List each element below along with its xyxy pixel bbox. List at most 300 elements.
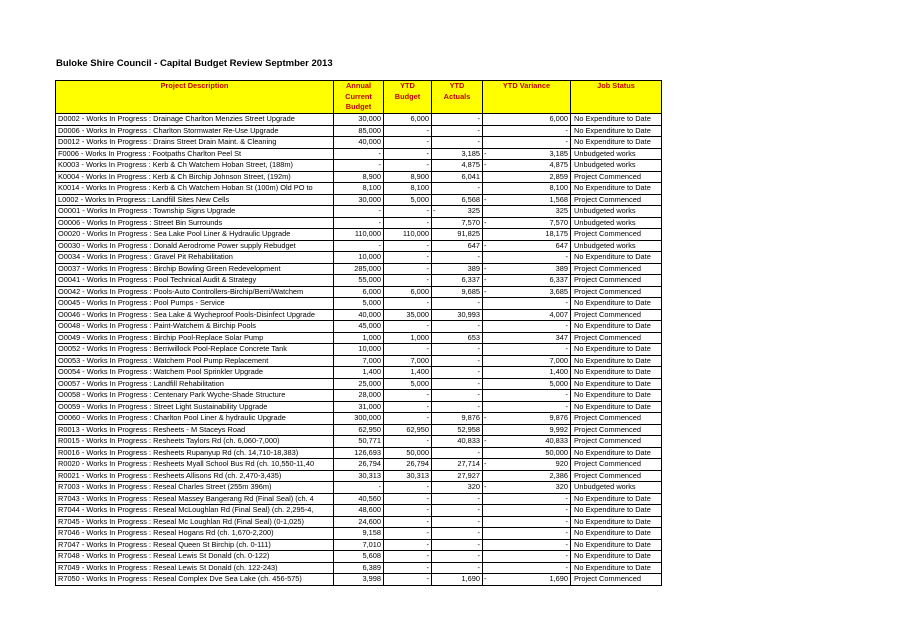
annual-budget-cell-value: 85,000 — [358, 125, 381, 135]
job-status-cell — [571, 551, 662, 563]
project-description-cell-value: O0058 - Works In Progress : Centenary Park Wyche-Shade Structure — [58, 390, 286, 399]
annual-budget-cell-value: 110,000 — [354, 229, 381, 238]
ytd-actuals-cell-value: 3,185 — [461, 148, 480, 158]
table-row — [56, 137, 662, 149]
ytd-variance-cell-value: 647 — [555, 240, 568, 250]
annual-budget-cell-value: - — [378, 217, 381, 227]
ytd-budget-cell-value: - — [426, 240, 429, 250]
table-row — [56, 470, 662, 482]
ytd-variance-cell — [483, 252, 571, 264]
project-description-cell — [56, 528, 334, 540]
job-status-cell-value: No Expenditure to Date — [574, 137, 651, 146]
ytd-variance-cell-value: 4,007 — [549, 309, 568, 319]
ytd-actuals-cell-value: - — [477, 539, 480, 549]
ytd-budget-cell — [384, 424, 432, 436]
ytd-budget-cell-value: - — [426, 562, 429, 572]
ytd-actuals-cell-value: 6,041 — [461, 171, 480, 181]
annual-budget-cell — [334, 367, 384, 379]
job-status-cell-value: No Expenditure to Date — [574, 562, 651, 572]
job-status-cell — [571, 321, 662, 333]
annual-budget-cell-value: 6,000 — [362, 286, 381, 296]
ytd-actuals-cell — [432, 401, 483, 413]
job-status-cell-value: Project Commenced — [574, 413, 641, 422]
ytd-actuals-cell-value: - — [477, 562, 480, 572]
job-status-cell-value: Project Commenced — [574, 436, 641, 445]
table-row — [56, 171, 662, 183]
table-row — [56, 436, 662, 448]
table-row — [56, 355, 662, 367]
ytd-actuals-cell-value: 9,876 — [461, 413, 480, 422]
ytd-budget-cell-value: - — [426, 125, 429, 135]
project-description-cell-value: R7003 - Works In Progress : Reseal Charles Street (255m 396m) — [58, 482, 272, 491]
ytd-budget-cell — [384, 562, 432, 574]
table-body — [56, 114, 662, 586]
ytd-budget-cell-value: - — [426, 413, 429, 422]
ytd-variance-cell — [483, 355, 571, 367]
annual-budget-cell — [334, 482, 384, 494]
ytd-actuals-cell-value: 6,337 — [461, 275, 480, 284]
ytd-variance-cell — [483, 309, 571, 321]
annual-budget-cell-value: 30,000 — [358, 194, 381, 204]
ytd-variance-cell — [483, 217, 571, 229]
header-ytd-budget-line2: Budget — [394, 91, 421, 101]
ytd-variance-cell-value: - — [565, 505, 568, 514]
ytd-actuals-cell — [432, 286, 483, 298]
ytd-budget-cell-value: - — [426, 252, 429, 261]
header-budget-line2: Current — [345, 91, 372, 101]
annual-budget-cell — [334, 551, 384, 563]
ytd-actuals-cell — [432, 413, 483, 425]
project-description-cell — [56, 447, 334, 459]
ytd-actuals-cell — [432, 482, 483, 494]
project-description-cell-value: R0016 - Works In Progress : Resheets Rupanyup Rd (ch. 14,710-18,383) — [58, 447, 299, 457]
ytd-variance-cell — [483, 551, 571, 563]
table-row — [56, 298, 662, 310]
ytd-budget-cell-value: - — [426, 160, 429, 169]
ytd-budget-cell — [384, 447, 432, 459]
negative-sign: - — [484, 240, 487, 250]
annual-budget-cell — [334, 332, 384, 344]
annual-budget-cell-value: 1,400 — [362, 367, 381, 376]
ytd-budget-cell-value: - — [426, 505, 429, 514]
ytd-budget-cell — [384, 482, 432, 494]
ytd-budget-cell — [384, 459, 432, 471]
annual-budget-cell — [334, 206, 384, 218]
ytd-variance-cell — [483, 148, 571, 160]
ytd-actuals-cell-value: - — [477, 551, 480, 560]
ytd-variance-cell-value: - — [565, 562, 568, 572]
ytd-variance-cell — [483, 574, 571, 586]
project-description-cell — [56, 206, 334, 218]
ytd-actuals-cell-value: - — [477, 528, 480, 537]
job-status-cell — [571, 275, 662, 287]
project-description-cell-value: R7047 - Works In Progress : Reseal Queen St Birchip (ch. 0-111) — [58, 539, 271, 549]
ytd-budget-cell — [384, 148, 432, 160]
ytd-variance-cell — [483, 321, 571, 333]
project-description-cell — [56, 148, 334, 160]
ytd-variance-cell — [483, 505, 571, 517]
project-description-cell-value: O0001 - Works In Progress : Township Signs Upgrade — [58, 206, 236, 215]
ytd-variance-cell — [483, 275, 571, 287]
job-status-cell — [571, 332, 662, 344]
ytd-budget-cell-value: - — [426, 551, 429, 560]
job-status-cell — [571, 378, 662, 390]
ytd-actuals-cell — [432, 114, 483, 126]
project-description-cell-value: O0020 - Works In Progress : Sea Lake Pool Liner & Hydraulic Upgrade — [58, 229, 291, 238]
ytd-actuals-cell-value: 91,825 — [457, 229, 480, 238]
project-description-cell-value: R0020 - Works In Progress : Resheets Myall School Bus Rd (ch. 10,550-11,40 — [58, 459, 315, 468]
ytd-actuals-cell — [432, 539, 483, 551]
job-status-cell — [571, 539, 662, 551]
header-budget-line1: Annual — [345, 81, 372, 90]
ytd-variance-cell-value: 2,386 — [549, 470, 568, 480]
ytd-budget-cell-value: 1,000 — [410, 332, 429, 342]
project-description-cell — [56, 286, 334, 298]
ytd-budget-cell — [384, 367, 432, 379]
job-status-cell — [571, 562, 662, 574]
job-status-cell — [571, 482, 662, 494]
job-status-cell-value: Project Commenced — [574, 424, 641, 434]
negative-sign: - — [484, 482, 487, 491]
ytd-budget-cell — [384, 252, 432, 264]
ytd-variance-cell — [483, 516, 571, 528]
table-row — [56, 148, 662, 160]
ytd-variance-cell-value: 9,876 — [549, 413, 568, 422]
annual-budget-cell — [334, 275, 384, 287]
negative-sign: - — [484, 459, 487, 468]
annual-budget-cell-value: - — [378, 482, 381, 491]
project-description-cell-value: R7045 - Works In Progress : Reseal Mc Loughlan Rd (Final Seal) (0-1,025) — [58, 516, 304, 526]
ytd-variance-cell — [483, 240, 571, 252]
job-status-cell — [571, 413, 662, 425]
annual-budget-cell — [334, 562, 384, 574]
job-status-cell-value: No Expenditure to Date — [574, 505, 651, 514]
annual-budget-cell-value: 5,608 — [362, 551, 381, 560]
table-row — [56, 206, 662, 218]
table-row — [56, 286, 662, 298]
annual-budget-cell-value: 28,000 — [358, 390, 381, 399]
annual-budget-cell — [334, 183, 384, 195]
ytd-actuals-cell-value: 7,570 — [461, 217, 480, 227]
annual-budget-cell-value: 26,794 — [358, 459, 381, 468]
job-status-cell — [571, 217, 662, 229]
project-description-cell — [56, 436, 334, 448]
table-row — [56, 160, 662, 172]
negative-sign: - — [484, 413, 487, 422]
ytd-actuals-cell-value: 9,685 — [461, 286, 480, 296]
annual-budget-cell-value: 8,900 — [362, 171, 381, 181]
job-status-cell — [571, 229, 662, 241]
project-description-cell — [56, 263, 334, 275]
negative-sign: - — [484, 160, 487, 169]
project-description-cell — [56, 229, 334, 241]
ytd-variance-cell — [483, 459, 571, 471]
annual-budget-cell — [334, 309, 384, 321]
project-description-cell-value: R7043 - Works In Progress : Reseal Massey Bangerang Rd (Final Seal) (ch. 4 — [58, 493, 314, 503]
ytd-actuals-cell — [432, 528, 483, 540]
ytd-actuals-cell-value: 653 — [467, 332, 480, 342]
annual-budget-cell — [334, 137, 384, 149]
job-status-cell — [571, 344, 662, 356]
ytd-variance-cell — [483, 298, 571, 310]
ytd-variance-cell-value: - — [565, 125, 568, 135]
annual-budget-cell-value: - — [378, 160, 381, 169]
header-budget-line3: Budget — [345, 102, 372, 111]
ytd-actuals-cell-value: 4,875 — [461, 160, 480, 169]
project-description-cell-value: R0021 - Works In Progress : Resheets Allisons Rd (ch. 2,470-3,435) — [58, 470, 282, 480]
annual-budget-cell-value: 40,560 — [358, 493, 381, 503]
job-status-cell — [571, 390, 662, 402]
ytd-variance-cell-value: 3,685 — [549, 286, 568, 296]
table-row — [56, 229, 662, 241]
negative-sign: - — [484, 148, 487, 158]
job-status-cell — [571, 206, 662, 218]
ytd-budget-cell-value: 8,900 — [410, 171, 429, 181]
ytd-budget-cell-value: - — [426, 275, 429, 284]
annual-budget-cell-value: 7,010 — [362, 539, 381, 549]
job-status-cell-value: No Expenditure to Date — [574, 390, 651, 399]
project-description-cell — [56, 413, 334, 425]
ytd-variance-cell — [483, 539, 571, 551]
ytd-variance-cell-value: - — [565, 344, 568, 353]
ytd-variance-cell — [483, 401, 571, 413]
job-status-cell-value: Unbudgeted works — [574, 160, 636, 169]
ytd-budget-cell-value: 5,000 — [410, 378, 429, 388]
annual-budget-cell-value: 285,000 — [354, 263, 381, 273]
ytd-actuals-cell-value: - — [477, 516, 480, 526]
table-row — [56, 574, 662, 586]
job-status-cell-value: No Expenditure to Date — [574, 183, 651, 192]
ytd-budget-cell-value: - — [426, 482, 429, 491]
annual-budget-cell — [334, 378, 384, 390]
project-description-cell — [56, 309, 334, 321]
project-description-cell — [56, 194, 334, 206]
annual-budget-cell — [334, 125, 384, 137]
job-status-cell-value: Project Commenced — [574, 171, 641, 181]
table-row — [56, 240, 662, 252]
ytd-actuals-cell — [432, 160, 483, 172]
annual-budget-cell — [334, 344, 384, 356]
annual-budget-cell-value: 62,950 — [358, 424, 381, 434]
project-description-cell — [56, 539, 334, 551]
ytd-variance-cell — [483, 344, 571, 356]
ytd-variance-cell — [483, 114, 571, 126]
job-status-cell-value: Project Commenced — [574, 229, 641, 238]
table-row — [56, 217, 662, 229]
ytd-variance-cell — [483, 229, 571, 241]
project-description-cell — [56, 424, 334, 436]
annual-budget-cell — [334, 574, 384, 586]
job-status-cell-value: No Expenditure to Date — [574, 551, 651, 560]
ytd-budget-cell — [384, 217, 432, 229]
annual-budget-cell-value: 25,000 — [358, 378, 381, 388]
project-description-cell — [56, 125, 334, 137]
table-row — [56, 493, 662, 505]
ytd-variance-cell-value: 6,000 — [549, 114, 568, 123]
job-status-cell-value: No Expenditure to Date — [574, 401, 651, 411]
annual-budget-cell — [334, 493, 384, 505]
ytd-variance-cell — [483, 390, 571, 402]
project-description-cell — [56, 367, 334, 379]
annual-budget-cell-value: 40,000 — [358, 309, 381, 319]
ytd-actuals-cell-value: - — [477, 447, 480, 457]
job-status-cell-value: Project Commenced — [574, 470, 641, 480]
header-ytd-actuals-line1: YTD — [449, 81, 465, 90]
project-description-cell — [56, 378, 334, 390]
table-row — [56, 114, 662, 126]
job-status-cell-value: Unbudgeted works — [574, 217, 636, 227]
ytd-variance-cell — [483, 194, 571, 206]
project-description-cell — [56, 321, 334, 333]
ytd-variance-cell-value: - — [565, 252, 568, 261]
ytd-variance-cell-value: 1,400 — [549, 367, 568, 376]
project-description-cell-value: O0059 - Works In Progress : Street Light Sustainability Upgrade — [58, 401, 268, 411]
ytd-variance-cell-value: 1,690 — [549, 574, 568, 583]
project-description-cell-value: R0015 - Works In Progress : Resheets Taylors Rd (ch. 6,060-7,000) — [58, 436, 280, 445]
ytd-budget-cell-value: 8,100 — [410, 183, 429, 192]
ytd-variance-cell — [483, 171, 571, 183]
job-status-cell — [571, 436, 662, 448]
annual-budget-cell-value: 30,000 — [358, 114, 381, 123]
ytd-actuals-cell — [432, 447, 483, 459]
ytd-budget-cell — [384, 229, 432, 241]
project-description-cell-value: O0053 - Works In Progress : Watchem Pool Pump Replacement — [58, 355, 269, 365]
ytd-budget-cell — [384, 470, 432, 482]
annual-budget-cell — [334, 286, 384, 298]
negative-sign: - — [484, 436, 487, 445]
ytd-variance-cell-value: 6,337 — [549, 275, 568, 284]
ytd-actuals-cell — [432, 183, 483, 195]
table-row — [56, 505, 662, 517]
job-status-cell — [571, 183, 662, 195]
project-description-cell-value: R7044 - Works In Progress : Reseal McLoughlan Rd (Final Seal) (ch. 2,295-4, — [58, 505, 314, 514]
ytd-variance-cell-value: 325 — [555, 206, 568, 215]
header-annual-current-budget — [334, 81, 384, 114]
project-description-cell-value: R0013 - Works In Progress : Resheets - M Staceys Road — [58, 424, 246, 434]
ytd-actuals-cell-value: 30,993 — [457, 309, 480, 319]
annual-budget-cell — [334, 470, 384, 482]
annual-budget-cell-value: 45,000 — [358, 321, 381, 330]
table-row — [56, 183, 662, 195]
ytd-actuals-cell — [432, 321, 483, 333]
project-description-cell — [56, 562, 334, 574]
project-description-cell-value: D0006 - Works In Progress : Charlton Stormwater Re-Use Upgrade — [58, 125, 279, 135]
project-description-cell-value: O0037 - Works In Progress : Birchip Bowling Green Redevelopment — [58, 263, 281, 273]
ytd-budget-cell — [384, 160, 432, 172]
header-job-status: Job Status — [571, 81, 662, 114]
ytd-budget-cell-value: - — [426, 148, 429, 158]
job-status-cell-value: Project Commenced — [574, 332, 641, 342]
project-description-cell-value: O0041 - Works In Progress : Pool Technical Audit & Strategy — [58, 275, 257, 284]
project-description-cell — [56, 459, 334, 471]
ytd-actuals-cell — [432, 355, 483, 367]
job-status-cell-value: No Expenditure to Date — [574, 321, 651, 330]
annual-budget-cell — [334, 505, 384, 517]
ytd-actuals-cell-value: 6,568 — [461, 194, 480, 204]
annual-budget-cell — [334, 528, 384, 540]
ytd-budget-cell-value: 6,000 — [410, 114, 429, 123]
table-row — [56, 413, 662, 425]
ytd-actuals-cell-value: - — [477, 505, 480, 514]
ytd-actuals-cell-value: - — [477, 321, 480, 330]
job-status-cell — [571, 240, 662, 252]
ytd-budget-cell-value: 5,000 — [410, 194, 429, 204]
annual-budget-cell-value: 24,600 — [358, 516, 381, 526]
table-row — [56, 562, 662, 574]
negative-sign: - — [484, 263, 487, 273]
project-description-cell — [56, 574, 334, 586]
ytd-actuals-cell — [432, 194, 483, 206]
annual-budget-cell — [334, 298, 384, 310]
table-row — [56, 194, 662, 206]
job-status-cell-value: No Expenditure to Date — [574, 114, 651, 123]
negative-sign: - — [484, 217, 487, 227]
ytd-variance-cell — [483, 436, 571, 448]
project-description-cell — [56, 160, 334, 172]
annual-budget-cell — [334, 171, 384, 183]
job-status-cell — [571, 505, 662, 517]
project-description-cell-value: R7050 - Works In Progress : Reseal Complex Dve Sea Lake (ch. 456-575) — [58, 574, 302, 583]
ytd-variance-cell-value: - — [565, 516, 568, 526]
table-row — [56, 275, 662, 287]
ytd-variance-cell — [483, 378, 571, 390]
ytd-actuals-cell — [432, 148, 483, 160]
job-status-cell — [571, 528, 662, 540]
table-row — [56, 528, 662, 540]
ytd-variance-cell — [483, 470, 571, 482]
capital-budget-table — [55, 80, 662, 586]
ytd-variance-cell-value: 920 — [555, 459, 568, 468]
job-status-cell-value: Project Commenced — [574, 574, 641, 583]
project-description-cell-value: O0057 - Works In Progress : Landfill Rehabilitation — [58, 378, 224, 388]
job-status-cell-value: No Expenditure to Date — [574, 367, 651, 376]
table-row — [56, 344, 662, 356]
ytd-variance-cell — [483, 206, 571, 218]
table-row — [56, 539, 662, 551]
ytd-actuals-cell-value: 27,714 — [457, 459, 480, 468]
ytd-actuals-cell-value: - — [477, 355, 480, 365]
job-status-cell-value: No Expenditure to Date — [574, 528, 651, 537]
table-row — [56, 516, 662, 528]
annual-budget-cell — [334, 160, 384, 172]
ytd-variance-cell — [483, 482, 571, 494]
table-row — [56, 459, 662, 471]
job-status-cell — [571, 355, 662, 367]
annual-budget-cell-value: - — [378, 240, 381, 250]
ytd-actuals-cell — [432, 436, 483, 448]
annual-budget-cell — [334, 229, 384, 241]
ytd-budget-cell — [384, 286, 432, 298]
ytd-budget-cell — [384, 493, 432, 505]
ytd-budget-cell — [384, 240, 432, 252]
project-description-cell — [56, 332, 334, 344]
ytd-actuals-cell-value: - — [477, 252, 480, 261]
annual-budget-cell — [334, 114, 384, 126]
table-row — [56, 309, 662, 321]
job-status-cell — [571, 367, 662, 379]
ytd-variance-cell — [483, 528, 571, 540]
ytd-actuals-cell — [432, 263, 483, 275]
ytd-variance-cell — [483, 183, 571, 195]
ytd-budget-cell — [384, 378, 432, 390]
ytd-budget-cell — [384, 516, 432, 528]
ytd-actuals-cell — [432, 574, 483, 586]
project-description-cell-value: O0049 - Works In Progress : Birchip Pool-Replace Solar Pump — [58, 332, 264, 342]
ytd-actuals-cell — [432, 309, 483, 321]
ytd-budget-cell — [384, 332, 432, 344]
job-status-cell-value: Unbudgeted works — [574, 148, 636, 158]
project-description-cell-value: K0014 - Works In Progress : Kerb & Ch Watchem Hoban St (100m) Old PO to — [58, 183, 313, 192]
